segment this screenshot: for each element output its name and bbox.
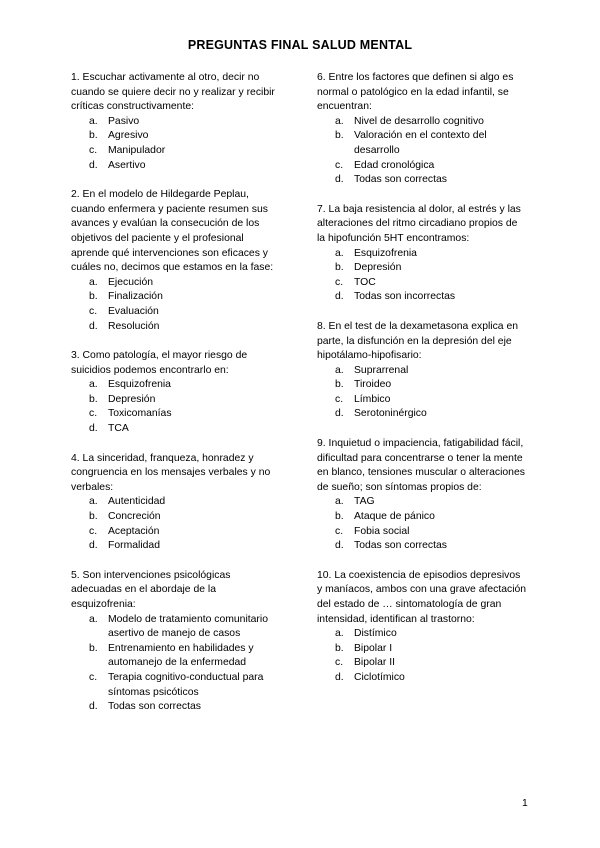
option-c [317,159,527,174]
option-text: TCA [108,423,129,435]
option-list [71,495,281,553]
option-list [317,495,527,553]
question-stem: 4. La sinceridad, franqueza, honradez y congruencia en los mensajes verbales y no verbales: [71,452,271,493]
option-b [71,129,281,144]
option-letter: d. [89,159,98,171]
option-list [317,115,527,188]
option-list [317,627,527,685]
option-letter: c. [335,657,344,669]
option-letter: c. [89,408,98,420]
option-letter: a. [335,628,344,640]
question-stem: 1. Escuchar activamente al otro, decir no cuando se quiere decir no y realizar y recibir críticas constructivamente: [71,72,275,113]
option-letter: a. [89,379,98,391]
option-b [317,261,527,276]
option-a [317,115,527,130]
option-letter: a. [89,276,98,288]
option-letter: d. [89,423,98,435]
option-d [71,539,281,554]
option-text: Asertivo [108,159,146,171]
option-letter: d. [89,540,98,552]
option-letter: b. [335,130,344,142]
question-6 [317,71,527,188]
option-letter: a. [335,247,344,259]
option-letter: b. [89,511,98,523]
question-stem: 6. Entre los factores que definen si algo es normal o patológico en la edad infantil, se encuentran: [317,72,514,113]
option-letter: a. [89,613,98,625]
question-stem: 7. La baja resistencia al dolor, al estrés y las alteraciones del ritmo circadiano propios de la hipofunción 5HT encontramos: [317,203,521,244]
option-b [317,510,527,525]
option-text: Serotoninérgico [354,408,427,420]
option-text: Terapia cognitivo-conductual para síntomas psicóticos [108,671,264,698]
option-letter: c. [89,305,98,317]
option-b [71,290,281,305]
option-list [71,613,281,715]
option-letter: d. [335,291,344,303]
option-text: Concreción [108,511,161,523]
question-1 [71,71,281,173]
option-text: Distímico [354,628,397,640]
option-letter: c. [89,144,98,156]
option-letter: b. [89,291,98,303]
option-letter: c. [335,276,344,288]
option-letter: c. [335,159,344,171]
option-a [71,378,281,393]
question-3 [71,349,281,437]
option-text: Resolución [108,320,160,332]
option-text: Entrenamiento en habilidades y automanejo de la enfermedad [108,642,254,669]
option-letter: c. [89,671,98,683]
question-8 [317,320,527,422]
option-text: Finalización [108,291,163,303]
option-text: Ejecución [108,276,154,288]
option-a [317,627,527,642]
option-text: Todas son correctas [108,701,201,713]
option-d [317,671,527,686]
option-text: Todas son incorrectas [354,291,456,303]
option-letter: d. [335,671,344,683]
option-a [317,495,527,510]
option-d [317,407,527,422]
option-text: TOC [354,276,376,288]
option-b [71,642,281,671]
option-a [71,115,281,130]
option-list [71,115,281,173]
option-list [317,364,527,422]
option-list [71,276,281,334]
option-letter: a. [335,496,344,508]
option-text: Toxicomanías [108,408,172,420]
option-text: Evaluación [108,305,159,317]
option-list [71,378,281,436]
option-b [317,642,527,657]
option-letter: d. [89,320,98,332]
option-b [71,510,281,525]
option-text: Esquizofrenia [354,247,417,259]
option-text: Aceptación [108,525,160,537]
option-c [71,407,281,422]
option-letter: b. [89,642,98,654]
option-letter: b. [89,130,98,142]
question-stem: 9. Inquietud o impaciencia, fatigabilidad fácil, dificultad para concentrarse o tener la mente en blanco, tensiones muscular o alteraciones de sueño; son síntomas propios de: [317,438,525,493]
option-a [71,613,281,642]
question-stem: 5. Son intervenciones psicológicas adecuadas en el abordaje de la esquizofrenia: [71,569,231,610]
option-text: Depresión [354,262,402,274]
option-a [71,495,281,510]
option-text: Fobia social [354,525,410,537]
option-letter: d. [335,540,344,552]
option-text: Edad cronológica [354,159,435,171]
option-text: Formalidad [108,540,160,552]
option-d [71,320,281,335]
option-a [71,276,281,291]
option-c [317,525,527,540]
option-letter: a. [89,496,98,508]
option-text: Todas son correctas [354,540,447,552]
question-stem: 10. La coexistencia de episodios depresivos y maníacos, ambos con una grave afectación del estado de … sintomatología de gran intensidad, identifican al trastorno: [317,569,527,625]
option-text: TAG [354,496,375,508]
option-a [317,364,527,379]
option-letter: d. [335,408,344,420]
option-letter: b. [335,262,344,274]
question-7 [317,203,527,305]
option-c [317,276,527,291]
option-c [71,671,281,700]
page-number: 1 [522,798,528,809]
option-text: Autenticidad [108,496,166,508]
option-text: Ataque de pánico [354,511,435,523]
question-2 [71,188,281,334]
option-text: Límbico [354,393,391,405]
option-text: Bipolar I [354,642,393,654]
option-text: Todas son correctas [354,174,447,186]
option-b [317,378,527,393]
question-9 [317,437,527,554]
option-letter: b. [89,393,98,405]
option-d [317,539,527,554]
option-text: Manipulador [108,144,166,156]
option-text: Ciclotímico [354,671,405,683]
option-d [317,290,527,305]
option-d [71,700,281,715]
option-letter: b. [335,642,344,654]
option-text: Suprarrenal [354,364,409,376]
option-text: Pasivo [108,115,140,127]
question-stem: 2. En el modelo de Hildegarde Peplau, cuando enfermera y paciente resumen sus avances y evalúan la consecución de los objetivos del paciente y el profesional aprende qué intervenciones son eficaces y cuáles no, decimos que estamos en la fase: [71,189,274,274]
option-text: Bipolar II [354,657,396,669]
option-letter: a. [335,115,344,127]
option-text: Valoración en el contexto del desarrollo [354,130,487,156]
option-letter: c. [335,393,344,405]
option-letter: b. [335,511,344,523]
question-4 [71,452,281,554]
option-list [317,247,527,305]
option-text: Esquizofrenia [108,379,171,391]
option-letter: d. [335,174,344,186]
option-letter: d. [89,701,98,713]
option-c [317,656,527,671]
right-column [317,71,527,701]
option-letter: a. [335,364,344,376]
option-c [71,144,281,159]
question-stem: 3. Como patología, el mayor riesgo de suicidios podemos encontrarlo en: [71,350,248,376]
option-text: Agresivo [108,130,149,142]
option-letter: b. [335,379,344,391]
option-c [71,525,281,540]
option-text: Tiroideo [354,379,392,391]
option-text: Modelo de tratamiento comunitario asertivo de manejo de casos [108,613,268,640]
option-letter: c. [335,525,344,537]
option-letter: a. [89,115,98,127]
option-d [71,422,281,437]
option-b [71,393,281,408]
option-d [317,173,527,188]
left-column [71,71,281,730]
option-c [317,393,527,408]
option-c [71,305,281,320]
option-b [317,129,527,158]
page-title: PREGUNTAS FINAL SALUD MENTAL [187,38,413,52]
question-stem: 8. En el test de la dexametasona explica en parte, la disfunción en la depresión del eje hipotálamo-hipofisario: [317,320,519,362]
option-a [317,247,527,262]
question-5 [71,569,281,715]
option-text: Depresión [108,393,156,405]
option-text: Nivel de desarrollo cognitivo [354,115,484,127]
question-10 [317,569,527,686]
option-letter: c. [89,525,98,537]
option-d [71,159,281,174]
